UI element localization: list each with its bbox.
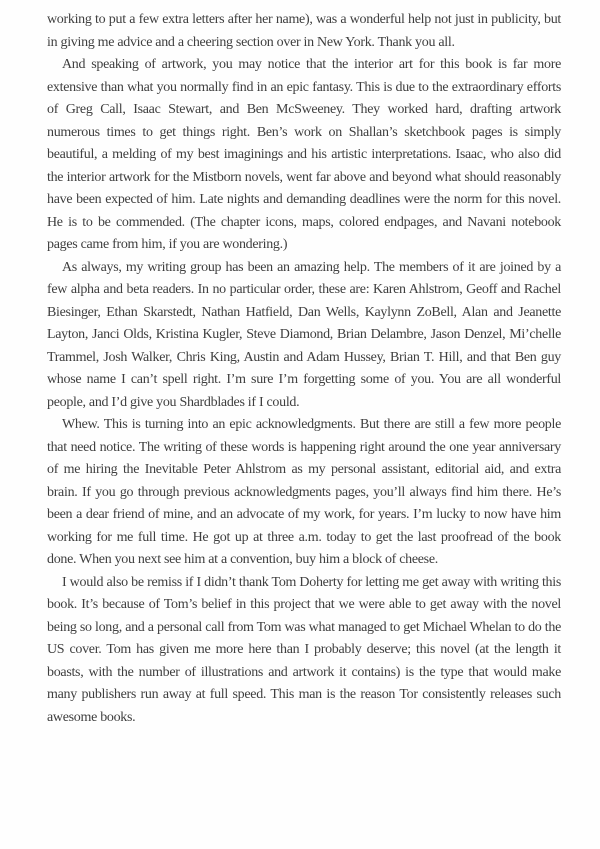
paragraph-peter-ahlstrom: Whew. This is turning into an epic acknowledgments. But there are still a few more people that need notice. The writing of these words is happening right around the one year anniversary of me hiring the Inevitable Peter Ahlstrom as my personal assistant, editorial aid, and extra brain. If you go through previous acknowledgments pages, you’ll always find him there. He’s been a dear friend of mine, and an advocate of my work, for years. I’m lucky to now have him working for me full time. He got up at three a.m. today to get the last proofread of the book done. When you next see him at a convention, buy him a block of cheese. [47, 417, 561, 567]
paragraph-tom-doherty: I would also be remiss if I didn’t thank Tom Doherty for letting me get away with writing this book. It’s because of Tom’s belief in this project that we were able to get away with the novel being so long, and a personal call from Tom was what managed to get Michael Whelan to do the US cover. Tom has given me more here than I probably deserve; this novel (at the length it boasts, with the number of illustrations and artwork it contains) is the type that would make many publishers run away at full speed. This man is the reason Tor consistently releases such awesome books. [47, 574, 561, 725]
paragraph-continuation: working to put a few extra letters after her name), was a wonderful help not just in publicity, but in giving me advice and a cheering section over in New York. Thank you all. [47, 12, 561, 50]
paragraph-artwork: And speaking of artwork, you may notice that the interior art for this book is far more extensive than what you normally find in an epic fantasy. This is due to the extraordinary efforts of Greg Call, Isaac Stewart, and Ben McSweeney. They worked hard, drafting artwork numerous times to get things right. Ben’s work on Shallan’s sketchbook pages is simply beautiful, a melding of my best imaginings and his artistic interpretations. Isaac, who also did the interior artwork for the Mistborn novels, went far above and beyond what should reasonably have been expected of him. Late nights and demanding deadlines were the norm for this novel. He is to be commended. (The chapter icons, maps, colored endpages, and Navani notebook pages came from him, if you are wondering.) [47, 57, 561, 252]
paragraph-writing-group: As always, my writing group has been an amazing help. The members of it are joined by a few alpha and beta readers. In no particular order, these are: Karen Ahlstrom, Geoff and Rachel Biesinger, Ethan Skarstedt, Nathan Hatfield, Dan Wells, Kaylynn ZoBell, Alan and Jeanette Layton, Janci Olds, Kristina Kugler, Steve Diamond, Brian Delambre, Jason Denzel, Mi’chelle Trammel, Josh Walker, Chris King, Austin and Adam Hussey, Brian T. Hill, and that Ben guy whose name I can’t spell right. I’m sure I’m forgetting some of you. You are all wonderful people, and I’d give you Shardblades if I could. [47, 259, 561, 410]
